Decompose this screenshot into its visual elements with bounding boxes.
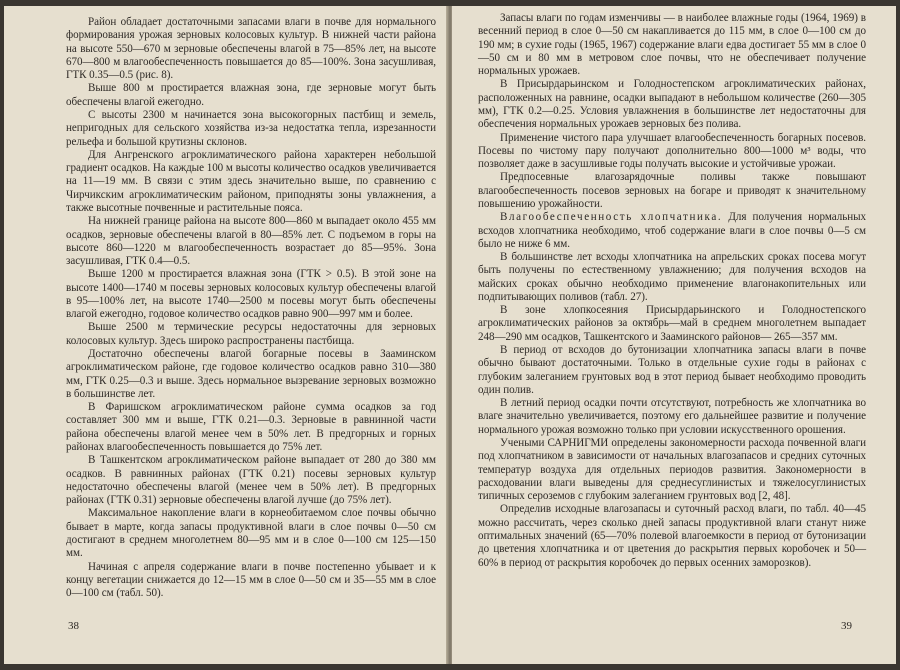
paragraph: В Присырдарьинском и Голодностепском агроклиматических районах, расположенных на равнине, осадки выпадают в небольшом количестве (260—305 мм), ГТК 0.2—0.25. Условия увлажнения в большинстве лет недостаточны для обеспечения нормальных урожаев зерновых без полива. (478, 78, 866, 131)
paragraph: Достаточно обеспечены влагой богарные посевы в Зааминском агроклиматическом районе, где годовое количество осадков равно 310—380 мм, ГТК 0.25—0.3 и выше. Здесь нормальное вызревание зерновых возможно в большинстве лет. (66, 348, 436, 400)
page-number: 38 (68, 620, 79, 632)
paragraph: На нижней границе района на высоте 800—860 м выпадает около 455 мм осадков, зерновые обеспечены влагой в 80—85% лет. С подъемом в горы на высоте 860—1220 м влагообеспеченность возрастает до 85—95%. Зона засушливая, ГТК 0.4—0.5. (66, 215, 436, 268)
page-number: 39 (841, 620, 852, 632)
left-page (4, 6, 448, 664)
paragraph: Выше 2500 м термические ресурсы недостаточны для зерновых колосовых культур. Здесь широко распространены пастбища. (66, 321, 436, 347)
paragraph: Определив исходные влагозапасы и суточный расход влаги, по табл. 40—45 можно рассчитать, через сколько дней запасы продуктивной влаги станут ниже оптимальных значений (65—70% полевой влагоемкости в период от бутонизации до цветения хлопчатника и от цветения до раскрытия первых коробочек и 50—60% в период от раскрытия коробочек до первых осенних заморозков). (478, 503, 866, 569)
paragraph: В летний период осадки почти отсутствуют, потребность же хлопчатника во влаге значительно увеличивается, поэтому его дальнейшее развитие и получение нормального урожая возможно только при условии искусственного орошения. (478, 397, 866, 436)
paragraph: Предпосевные влагозарядочные поливы также повышают влагообеспеченность посевов зерновых на богаре и приводят к значительному повышению урожайности. (478, 171, 866, 210)
paragraph: Применение чистого пара улучшает влагообеспеченность богарных посевов. Посевы по чистому пару получают дополнительно 800—1000 м³ воды, что позволяет даже в засушливые годы получать высокие и устойчивые урожаи. (478, 131, 866, 171)
paragraph: Запасы влаги по годам изменчивы — в наиболее влажные годы (1964, 1969) в весенний период в слое 0—50 см накапливается до 115 мм, в слое 0—100 см до 190 мм; в сухие годы (1965, 1967) содержание влаги едва достигает 55 мм в слое 0—50 см и 80 мм в метровом слое почвы, что не обеспечивает получение нормальных урожаев. (478, 12, 866, 78)
paragraph: Максимальное накопление влаги в корнеобитаемом слое почвы обычно бывает в марте, когда запасы продуктивной влаги в слое почвы 0—50 см достигают в среднем многолетнем 80—95 мм и в слое 0—100 см 125—150 мм. (66, 507, 436, 560)
paragraph: С высоты 2300 м начинается зона высокогорных пастбищ и земель, непригодных для сельского хозяйства из-за недостатка тепла, изрезанности рельефа и большой крутизны склонов. (66, 108, 436, 148)
paragraph: В Фаришском агроклиматическом районе сумма осадков за год составляет 300 мм и выше, ГТК 0.21—0.3. Зерновые в равнинной части района обеспечены влагой менее чем в 50% лет. В предгорных и горных районах влагообеспеченность повышается до 75% лет. (66, 401, 436, 453)
right-page (452, 6, 896, 664)
paragraph: В зоне хлопкосеяния Присырдарьинского и Голодностепского агроклиматических районов за октябрь—май в среднем многолетнем выпадает 248—290 мм осадков, Ташкентского и Зааминского районов— 265—357 мм. (478, 304, 866, 343)
paragraph: Выше 800 м простирается влажная зона, где зерновые могут быть обеспечены влагой ежегодно. (66, 82, 436, 108)
paragraph: Для Ангренского агроклиматического района характерен небольшой градиент осадков. На каждые 100 м высоты количество осадков увеличивается на 11—19 мм. В связи с этим здесь значительно выше, по сравнению с Чирчикским агроклиматическим районом, приподняты зоны увлажнения, а также высотные почвенные и растительные пояса. (66, 148, 436, 214)
paragraph: Район обладает достаточными запасами влаги в почве для нормального формирования урожая зерновых колосовых культур. В нижней части района на высоте 550—670 м зерновые обеспечены влагой в 75—85% лет, на высоте 670—800 м влагообеспеченность повышается до 85—100%. Зона засушливая, ГТК 0.35—0.5 (рис. 8). (66, 16, 436, 82)
paragraph: В большинстве лет всходы хлопчатника на апрельских сроках посева могут быть получены по естественному увлажнению; для получения всходов на майских сроках обычно необходимо применение влагонакопительных или подпитывающих поливов (табл. 27). (478, 251, 866, 303)
paragraph: Учеными САРНИГМИ определены закономерности расхода почвенной влаги под хлопчатником в зависимости от начальных влагозапасов и средних суточных температур воздуха для отдельных периодов развития. Закономерности в расходовании влаги выведены для среднесуглинистых и тяжелосуглинистых типичных сероземов с глубоким залеганием грунтовых вод [2, 48]. (478, 437, 866, 503)
paragraph: В Ташкентском агроклиматическом районе выпадает от 280 до 380 мм осадков. В равнинных районах (ГТК 0.21) посевы зерновых культур недостаточно обеспечены влагой (менее чем в 50% лет). В предгорных районах (ГТК 0.31) зерновые обеспечены влагой лучше (до 75% лет). (66, 454, 436, 507)
paragraph: Начиная с апреля содержание влаги в почве постепенно убывает и к концу вегетации снижается до 12—15 мм в слое 0—50 см и 35—55 мм в слое 0—100 см (табл. 50). (66, 560, 436, 600)
paragraph: Выше 1200 м простирается влажная зона (ГТК > 0.5). В этой зоне на высоте 1400—1740 м посевы зерновых колосовых культур обеспечены влагой в 95—100% лет, на высоте 1740—2500 м посевы могут быть обеспечены влагой ежегодно, годовое количество осадков равно 900—997 мм и более. (66, 268, 436, 321)
section-paragraph: Влагообеспеченность хлопчатника. Для получения нормальных всходов хлопчатника необходимо, чтоб содержание влаги в слое почвы 0—5 см было не ниже 6 мм. (478, 211, 866, 250)
paragraph: В период от всходов до бутонизации хлопчатника запасы влаги в почве обычно бывают достаточными. Только в отдельные сухие годы в районах с глубоким залеганием грунтовых вод в этот период бывает необходимо проводить один полив. (478, 344, 866, 396)
section-heading: Влагообеспеченность хлопчатника. (500, 211, 723, 224)
